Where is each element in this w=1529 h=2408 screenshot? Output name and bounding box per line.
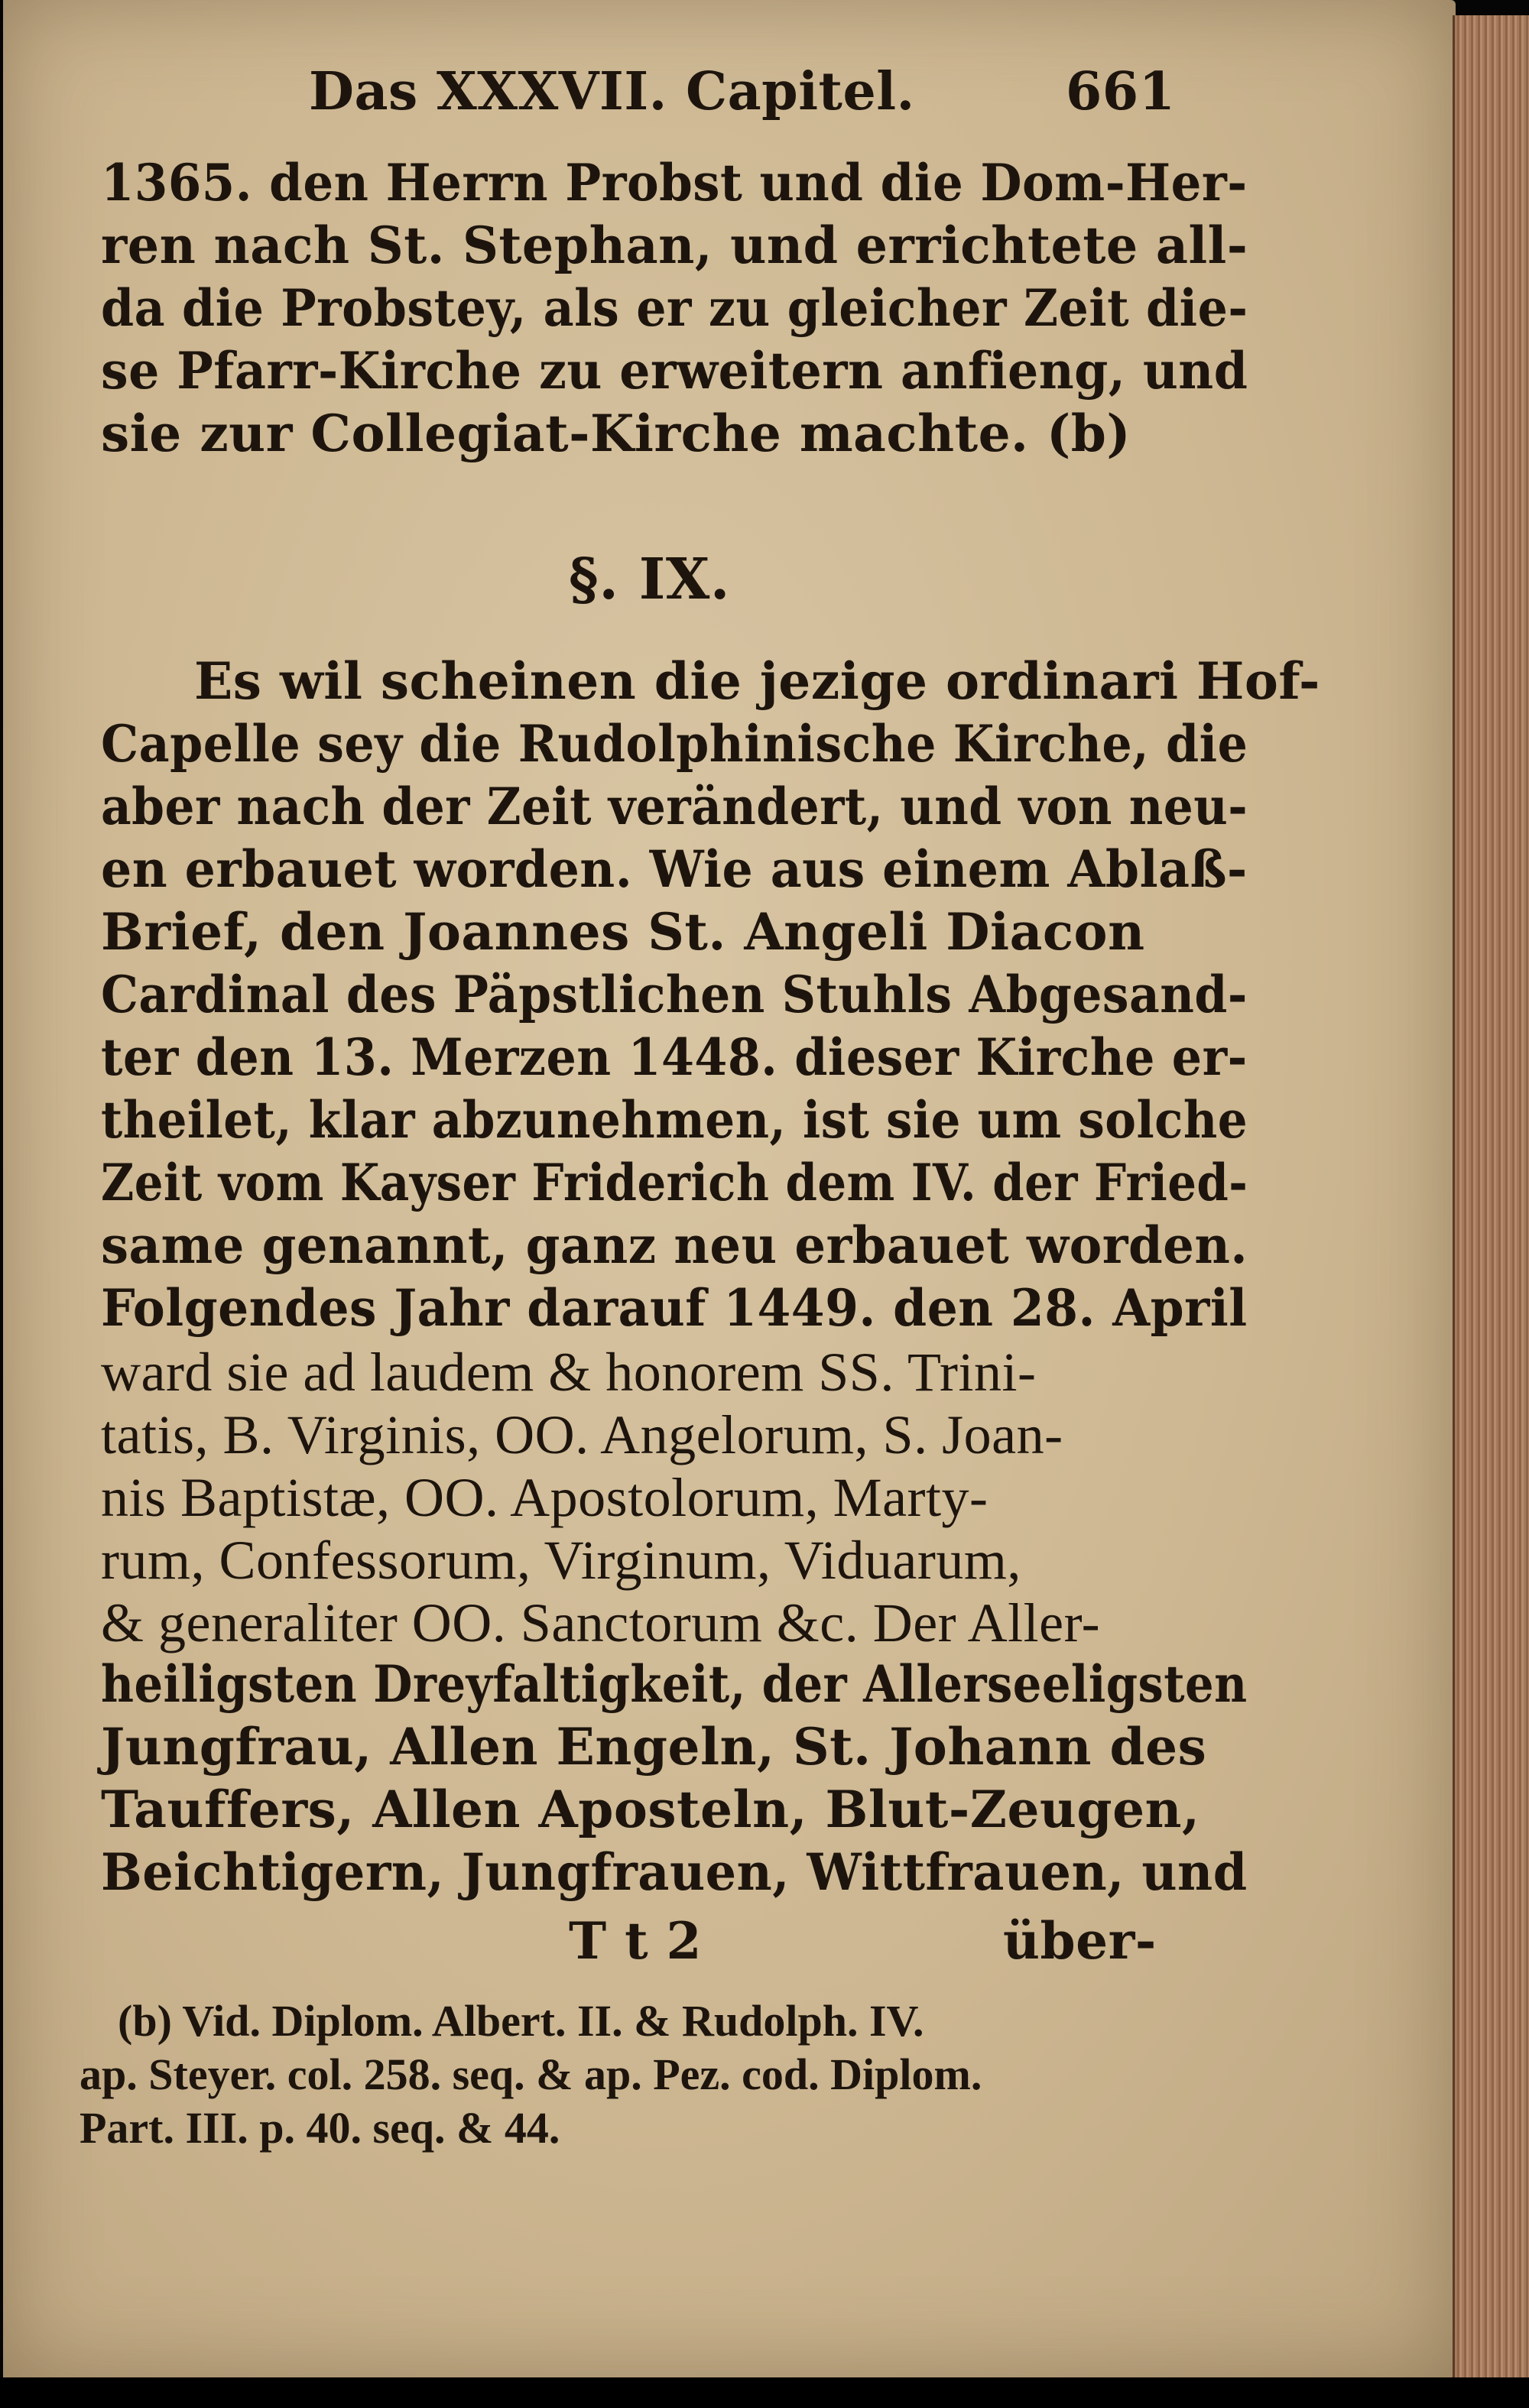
text-line: Folgendes Jahr darauf 1449. den 28. April	[101, 1278, 1248, 1338]
text-line-latin: nis Baptistæ, OO. Apostolorum, Marty-	[101, 1467, 988, 1528]
text-line-latin: rum, Confessorum, Virginum, Viduarum,	[101, 1530, 1021, 1591]
text-line: theilet, klar abzunehmen, ist sie um solche	[101, 1090, 1248, 1150]
text-line: Jungfrau, Allen Engeln, St. Johann des	[101, 1717, 1207, 1777]
text-line: Capelle sey die Rudolphinische Kirche, die	[101, 714, 1248, 774]
book-page	[3, 0, 1456, 2377]
signature-mark: T t 2	[569, 1911, 702, 1971]
text-line: se Pfarr-Kirche zu erweitern anfieng, und	[101, 341, 1248, 401]
text-line: Cardinal des Päpstlichen Stuhls Abgesand-	[101, 965, 1248, 1024]
text-line: Zeit vom Kayser Friderich dem IV. der Fried-	[101, 1153, 1248, 1212]
text-line: Es wil scheinen die jezige ordinari Hof-	[194, 651, 1320, 711]
text-line: Brief, den Joannes St. Angeli Diacon	[101, 902, 1145, 962]
text-line: Beichtigern, Jungfrauen, Wittfrauen, und	[101, 1842, 1248, 1902]
text-line: sie zur Collegiat-Kirche machte. (b)	[101, 404, 1131, 463]
catchword: über-	[1003, 1911, 1157, 1971]
text-line-latin: tatis, B. Virginis, OO. Angelorum, S. Joan-	[101, 1404, 1063, 1465]
text-line: en erbauet worden. Wie aus einem Ablaß-	[101, 839, 1248, 899]
footnote-line: Part. III. p. 40. seq. & 44.	[80, 2103, 560, 2153]
text-line: heiligsten Dreyfaltigkeit, der Allerseeligsten	[101, 1654, 1248, 1714]
footnote-line: ap. Steyer. col. 258. seq. & ap. Pez. cod. Diplom.	[80, 2049, 982, 2099]
section-heading: §. IX.	[569, 547, 731, 612]
text-line: 1365. den Herrn Probst und die Dom-Her-	[101, 153, 1248, 213]
page-number: 661	[1066, 61, 1176, 122]
footnote-line: (b) Vid. Diplom. Albert. II. & Rudolph. IV.	[118, 1996, 924, 2046]
text-line: Tauffers, Allen Aposteln, Blut-Zeugen,	[101, 1780, 1200, 1839]
book-fore-edge	[1453, 15, 1529, 2377]
text-line: ren nach St. Stephan, und errichtete all-	[101, 216, 1248, 275]
text-line-latin: & generaliter OO. Sanctorum &c. Der Aller-	[101, 1592, 1101, 1653]
running-title: Das XXXVII. Capitel.	[309, 61, 915, 122]
text-line: da die Probstey, als er zu gleicher Zeit die-	[101, 278, 1248, 338]
scan-background	[0, 2377, 1529, 2408]
text-line: ter den 13. Merzen 1448. dieser Kirche er-	[101, 1027, 1248, 1087]
text-line: aber nach der Zeit verändert, und von neu-	[101, 777, 1248, 836]
text-line-latin: ward sie ad laudem & honorem SS. Trini-	[101, 1342, 1037, 1403]
text-line: same genannt, ganz neu erbauet worden.	[101, 1215, 1248, 1275]
